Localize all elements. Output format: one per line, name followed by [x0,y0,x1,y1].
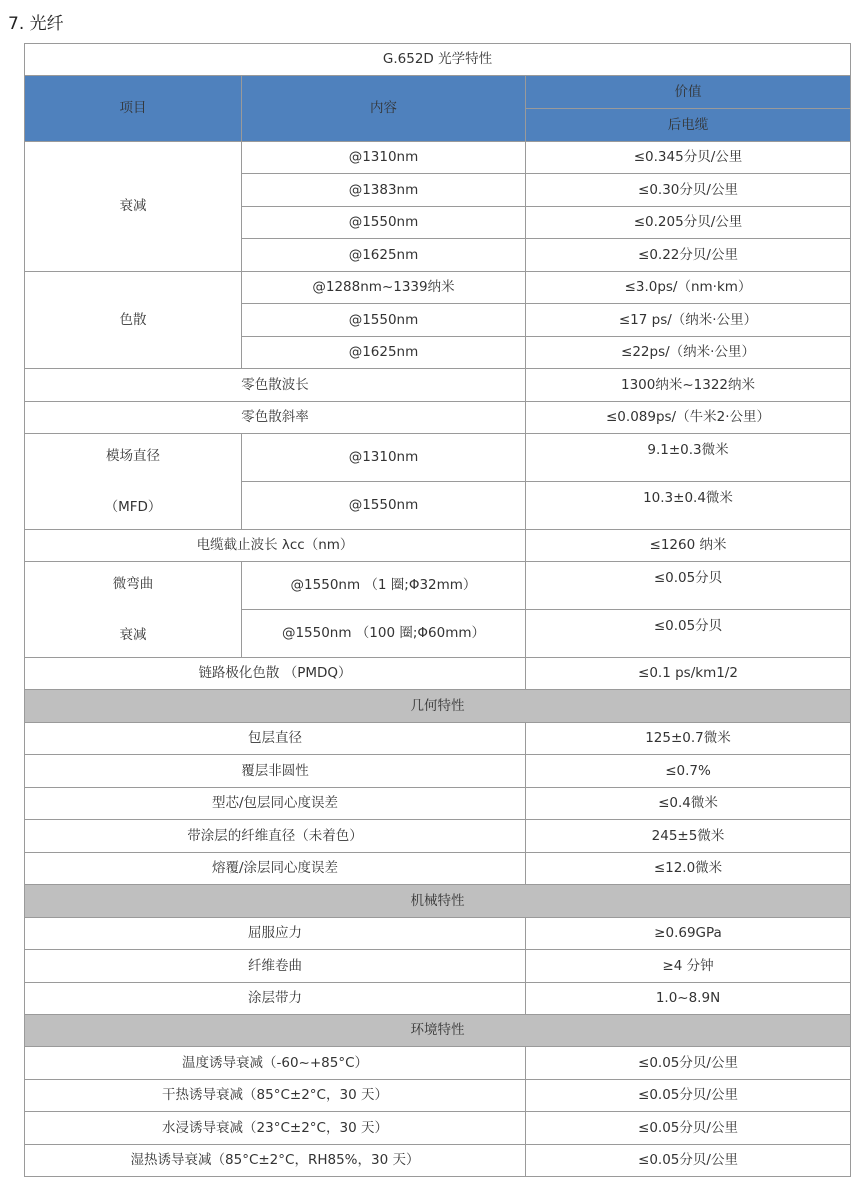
mechanical-section-title: 机械特性 [25,885,851,918]
table-row [25,142,851,174]
table-row [25,820,851,853]
row-content: @1310nm [242,434,526,482]
fiber-spec-table [24,43,851,1177]
row-value: 245±5微米 [526,820,851,853]
table-row [25,658,851,690]
table-row [25,983,851,1015]
header-value-sub: 后电缆 [526,109,851,142]
row-label: 熔覆/涂层同心度误差 [25,853,526,885]
row-label: 屈服应力 [25,918,526,950]
row-content: @1550nm （100 圈;Φ60mm） [242,610,526,658]
row-value: 1300纳米~1322纳米 [526,369,851,402]
table-row [25,950,851,983]
header-value: 价值 [526,76,851,109]
mfd-label [25,434,242,530]
row-label: 水浸诱导衰减（23°C±2°C，30 天） [25,1112,526,1145]
row-value: ≤12.0微米 [526,853,851,885]
mfd-label-top: 模场直径 [106,447,160,464]
pmdq-label: 链路极化色散 （PMDQ） [25,658,526,690]
header-content: 内容 [242,76,526,142]
table-row [25,434,851,482]
row-content: @1550nm [242,207,526,239]
attenuation-label: 衰减 [25,142,242,272]
row-label: 带涂层的纤维直径（未着色） [25,820,526,853]
row-content: @1383nm [242,174,526,207]
table-row [25,369,851,402]
environmental-section-title: 环境特性 [25,1015,851,1047]
row-content: @1550nm （1 圈;Φ32mm） [242,562,526,610]
row-value: 10.3±0.4微米 [526,482,851,530]
table-row [25,1047,851,1080]
row-label: 干热诱导衰减（85°C±2°C，30 天） [25,1080,526,1112]
row-value: ≥4 分钟 [526,950,851,983]
row-content: @1550nm [242,304,526,337]
microbend-label-top: 微弯曲 [112,575,154,592]
table-row [25,1080,851,1112]
row-value: ≤22ps/（纳米·公里） [526,337,851,369]
row-content: @1550nm [242,482,526,530]
row-value: ≤0.089ps/（牛米2·公里） [526,402,851,434]
row-content: @1625nm [242,239,526,272]
row-label: 覆层非圆性 [25,755,526,788]
table-row [25,723,851,755]
zero-dispersion-slope-label: 零色散斜率 [25,402,526,434]
section-heading: 7. 光纤 [8,14,64,34]
table-row [25,272,851,304]
row-value: ≤0.05分贝/公里 [526,1145,851,1177]
table-row [25,530,851,562]
row-value: ≤0.22分贝/公里 [526,239,851,272]
row-value: ≤0.05分贝/公里 [526,1080,851,1112]
table-row [25,1112,851,1145]
dispersion-label: 色散 [25,272,242,369]
geometry-section-title: 几何特性 [25,690,851,723]
table-row [25,402,851,434]
row-value: ≤17 ps/（纳米·公里） [526,304,851,337]
row-label: 型芯/包层同心度误差 [25,788,526,820]
table-row [25,918,851,950]
microbend-label-bottom: 衰减 [119,626,147,643]
row-value: ≤0.05分贝 [526,562,851,610]
row-value: ≥0.69GPa [526,918,851,950]
row-label: 纤维卷曲 [25,950,526,983]
row-label: 湿热诱导衰减（85°C±2°C，RH85%，30 天） [25,1145,526,1177]
table-row [25,755,851,788]
row-label: 涂层带力 [25,983,526,1015]
row-value: ≤0.05分贝/公里 [526,1112,851,1145]
table-row [25,1145,851,1177]
row-value: 9.1±0.3微米 [526,434,851,482]
mfd-label-bottom: （MFD） [104,498,162,515]
row-value: ≤0.7% [526,755,851,788]
row-content: @1310nm [242,142,526,174]
row-value: ≤0.4微米 [526,788,851,820]
row-value: ≤1260 纳米 [526,530,851,562]
table-row [25,788,851,820]
table-row [25,562,851,610]
table-title: G.652D 光学特性 [25,44,851,76]
row-content: @1288nm~1339纳米 [242,272,526,304]
header-item: 项目 [25,76,242,142]
microbend-label [25,562,242,658]
row-value: ≤0.05分贝 [526,610,851,658]
row-value: ≤0.1 ps/km1/2 [526,658,851,690]
row-value: 125±0.7微米 [526,723,851,755]
row-value: ≤0.345分贝/公里 [526,142,851,174]
zero-dispersion-wavelength-label: 零色散波长 [25,369,526,402]
cutoff-label: 电缆截止波长 λcc（nm） [25,530,526,562]
row-value: ≤0.30分贝/公里 [526,174,851,207]
row-value: 1.0~8.9N [526,983,851,1015]
row-value: ≤0.205分贝/公里 [526,207,851,239]
row-value: ≤0.05分贝/公里 [526,1047,851,1080]
row-label: 包层直径 [25,723,526,755]
row-label: 温度诱导衰减（-60~+85°C） [25,1047,526,1080]
row-content: @1625nm [242,337,526,369]
table-row [25,853,851,885]
row-value: ≤3.0ps/（nm·km） [526,272,851,304]
